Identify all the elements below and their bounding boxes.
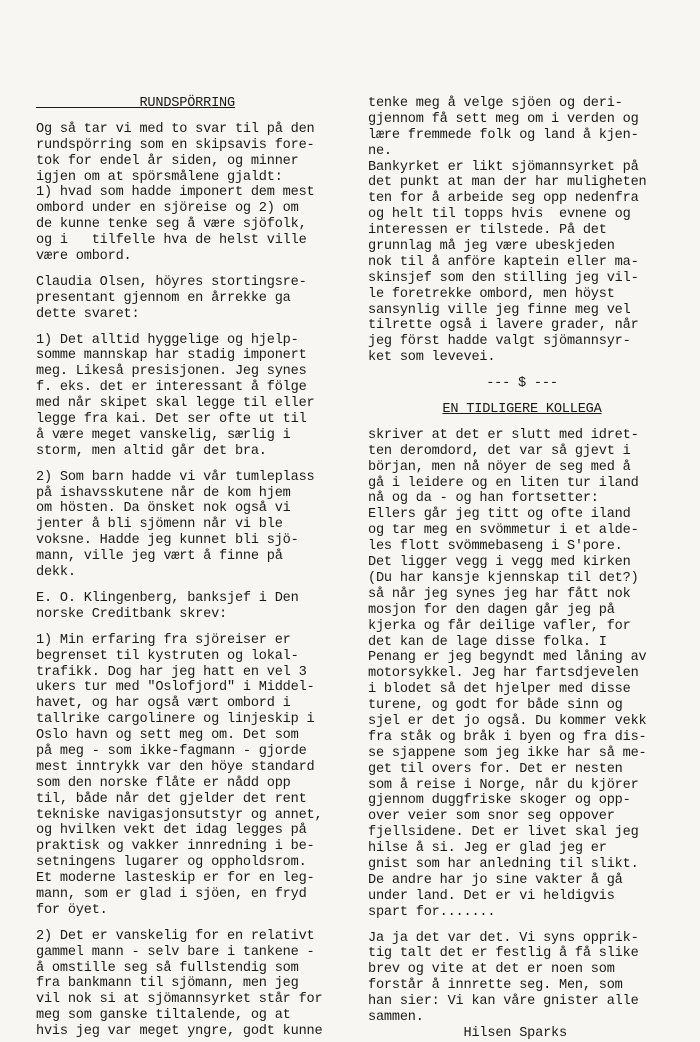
text-line: tallrike cargolinere og linjeskip i — [36, 712, 315, 728]
text-line: Et moderne lasteskip er for en leg- — [36, 871, 315, 887]
text-line: praktisk og vakker innredning i be- — [36, 839, 315, 855]
text-line: Penang er jeg begyndt med låning av — [368, 650, 647, 666]
text-line: Bankyrket er likt sjömannsyrket på — [368, 159, 639, 175]
text-line: som å reise i Norge, når du kjörer — [368, 777, 639, 793]
paragraph-gap — [36, 112, 354, 122]
section-heading — [368, 402, 676, 418]
text-line: over veier som snor seg oppover — [368, 809, 615, 825]
paragraph-gap — [36, 623, 354, 633]
text-line: kjerka og får deilige vafler, for — [368, 618, 631, 634]
text-line: presentant gjennom en årrekke ga — [36, 290, 291, 306]
text-line: EN TIDLIGERE KOLLEGA — [442, 402, 602, 418]
text-line: grunnlag må jeg være ubeskjeden — [368, 239, 615, 255]
text-line: skinsjef som den stilling jeg vil- — [368, 270, 639, 286]
text-line: meg som ganske tiltalende, og at — [36, 1008, 291, 1024]
text-line: ombord under en sjöreise og 2) om — [36, 201, 299, 217]
text-line: tig talt det er festlig å få slike — [368, 946, 639, 962]
text-line: mann, som er glad i sjöen, en fryd — [36, 886, 307, 902]
text-line: E. O. Klingenberg, banksjef i Den — [36, 590, 299, 606]
text-line: Ellers går jeg titt og ofte iland — [368, 507, 631, 523]
text-line: under land. Det er vi heldigvis — [368, 888, 615, 904]
text-line: og i tilfelle hva de helst ville — [36, 233, 307, 249]
text-line: om hösten. Da önsket nok også vi — [36, 501, 291, 517]
paragraph-gap — [36, 581, 354, 591]
text-line: og hvilken vekt det idag legges på — [36, 823, 307, 839]
text-line: spart for....... — [368, 904, 496, 920]
text-line: --- $ --- — [486, 376, 558, 392]
paragraph-gap — [36, 265, 354, 275]
text-line: 2) Som barn hadde vi vår tumleplass — [36, 469, 315, 485]
text-line: lære fremmede folk og land å kjen- — [368, 127, 639, 143]
text-line: (Du har kansje kjennskap til det?) — [368, 570, 639, 586]
text-line: Claudia Olsen, höyres stortingsre- — [36, 274, 307, 290]
text-line: ket som levevei. — [368, 350, 496, 366]
text-line: sammen. — [368, 1009, 424, 1025]
text-line: for öyet. — [36, 902, 108, 918]
text-line: turene, og godt for både sinn og — [368, 698, 623, 714]
text-line: skriver at det er slutt med idret- — [368, 427, 639, 443]
text-line: havet, og har også vært ombord i — [36, 696, 291, 712]
text-line: mann, ville jeg vært å finne på — [36, 549, 283, 565]
text-line: trafikk. Dog har jeg hatt en vel 3 — [36, 664, 307, 680]
text-line: 1) hvad som hadde imponert dem mest — [36, 185, 315, 201]
text-line: brev og vite at det er noen som — [368, 962, 615, 978]
text-line: ne. — [368, 143, 392, 159]
text-line: sjel er det jo også. Du kommer vekk — [368, 713, 647, 729]
text-line: å omstille seg så fullstendig som — [36, 960, 299, 976]
text-line: somme mannskap har stadig imponert — [36, 348, 307, 364]
paragraph-gap — [36, 919, 354, 929]
text-line: jenter å bli sjömenn når vi ble — [36, 517, 283, 533]
text-line: mosjon for den dagen går jeg på — [368, 602, 615, 618]
text-line: Oslo havn og sett meg om. Det som — [36, 728, 299, 744]
text-line: legge fra kai. Det ser ofte ut til — [36, 412, 307, 428]
text-line: dekk. — [36, 565, 76, 581]
text-line: gjennom få sett meg om i verden og — [368, 111, 639, 127]
text-line: get til overs for. Det er nesten — [368, 761, 623, 777]
section-heading — [36, 96, 354, 112]
paragraph — [368, 931, 676, 1042]
text-line: tekniske navigasjonsutstyr og annet, — [36, 807, 323, 823]
paragraph — [36, 122, 354, 265]
text-line: 1) Det alltid hyggelige og hjelp- — [36, 332, 299, 348]
text-line: Ja ja det var det. Vi syns opprik- — [368, 930, 639, 946]
text-line: les flott svömmebaseng i S'pore. — [368, 539, 623, 555]
text-line: nå og da - og han fortsetter: — [368, 491, 599, 507]
paragraph — [368, 376, 676, 392]
paragraph-gap — [368, 392, 676, 402]
paragraph — [368, 96, 676, 366]
paragraph — [36, 929, 354, 1040]
text-line: ten for å arbeide seg opp nedenfra — [368, 191, 639, 207]
text-line: hilse å si. Jeg er glad jeg er — [368, 841, 607, 857]
text-line: sansynlig ville jeg finne meg vel — [368, 302, 631, 318]
text-line: motorsykkel. Jeg har fartsdjevelen — [368, 666, 639, 682]
text-line: så når jeg synes jeg har fått nok — [368, 586, 631, 602]
text-line: se sjappene som jeg ikke har så me- — [368, 745, 647, 761]
text-line: gå i leidere og en liten tur iland — [368, 475, 639, 491]
left-column — [36, 96, 354, 1040]
text-line: være ombord. — [36, 249, 132, 265]
text-line: dette svaret: — [36, 306, 140, 322]
text-line: gjennom duggfriske skoger og opp- — [368, 793, 631, 809]
text-line: i blodet så det hjelper med disse — [368, 682, 631, 698]
text-line: Og så tar vi med to svar til på den — [36, 121, 315, 137]
text-line: f. eks. det er interessant å fölge — [36, 380, 307, 396]
text-line: og tar meg en svömmetur i et alde- — [368, 523, 639, 539]
text-line: å være meget vanskelig, særlig i — [36, 427, 291, 443]
text-line: fra ståk og bråk i byen og fra dis- — [368, 729, 647, 745]
text-line: det punkt at man der har muligheten — [368, 175, 647, 191]
text-line: ukers tur med "Oslofjord" i Middel- — [36, 680, 315, 696]
paragraph — [36, 275, 354, 323]
text-line: med når skipet skal legge til eller — [36, 396, 315, 412]
text-line: början, men nå nöyer de seg med å — [368, 459, 631, 475]
text-line: interessen er tilstede. På det — [368, 223, 607, 239]
text-line: le foretrekke ombord, men höyst — [368, 286, 615, 302]
paragraph-gap — [36, 460, 354, 470]
paragraph — [36, 470, 354, 581]
text-line: rundspörring som en skipsavis fore- — [36, 137, 315, 153]
text-line: gammel mann - selv bare i tankene - — [36, 944, 315, 960]
text-line: voksne. Hadde jeg kunnet bli sjö- — [36, 533, 299, 549]
text-line: på ishavsskutene når de kom hjem — [36, 485, 291, 501]
text-line: begrenset til kystruten og lokal- — [36, 648, 299, 664]
text-line: tok for endel år siden, og minner — [36, 153, 299, 169]
text-line: igjen om at spörsmålene gjaldt: — [36, 169, 283, 185]
text-line: gnist som har anledning til slikt. — [368, 856, 639, 872]
paragraph — [36, 633, 354, 919]
paragraph-gap — [368, 921, 676, 931]
paragraph — [368, 428, 676, 921]
paragraph — [36, 333, 354, 460]
text-line: setningens lugarer og oppholdsrom. — [36, 855, 307, 871]
paragraph-gap — [36, 323, 354, 333]
text-line: storm, men altid går det bra. — [36, 443, 267, 459]
text-line: det kan de lage disse folka. I — [368, 634, 607, 650]
text-line: 2) Det er vanskelig for en relativt — [36, 928, 315, 944]
text-line: på meg - som ikke-fagmann - gjorde — [36, 743, 307, 759]
text-line: hvis jeg var meget yngre, godt kunne — [36, 1024, 323, 1040]
paragraph-gap — [368, 418, 676, 428]
text-line: og helt til topps hvis evnene og — [368, 207, 631, 223]
text-line: fjellsidene. Det er livet skal jeg — [368, 825, 639, 841]
text-line: fra bankmann til sjömann, men jeg — [36, 976, 299, 992]
text-line: mest inntrykk var den höye standard — [36, 759, 315, 775]
text-line: forstår å innrette seg. Men, som — [368, 978, 623, 994]
text-line: tenke meg å velge sjöen og deri- — [368, 96, 623, 111]
right-column — [368, 96, 676, 1042]
paragraph — [36, 591, 354, 623]
text-line: til, både når det gjelder det rent — [36, 791, 307, 807]
text-line: nok til å anföre kaptein eller ma- — [368, 254, 639, 270]
text-line: tilrette også i lavere grader, når — [368, 318, 639, 334]
text-line: de kunne tenke seg å være sjöfolk, — [36, 217, 307, 233]
text-line: 1) Min erfaring fra sjöreiser er — [36, 632, 291, 648]
text-line: han sier: Vi kan våre gnister alle — [368, 994, 639, 1010]
text-line: De andre har jo sine vakter å gå — [368, 872, 623, 888]
text-line: Det ligger vegg i vegg med kirken — [368, 555, 631, 571]
paragraph-gap — [368, 366, 676, 376]
text-line: vil nok si at sjömannsyrket står for — [36, 992, 323, 1008]
text-line: som den norske flåte er nådd opp — [36, 775, 291, 791]
text-line: RUNDSPÖRRING — [36, 96, 235, 111]
text-line: norske Creditbank skrev: — [36, 606, 227, 622]
text-line: meg. Likeså presisjonen. Jeg synes — [36, 364, 307, 380]
text-line: jeg först hadde valgt sjömannsyr- — [368, 334, 631, 350]
text-line: Hilsen Sparks — [368, 1025, 567, 1041]
text-line: ten deromdord, det var så gjevt i — [368, 443, 631, 459]
